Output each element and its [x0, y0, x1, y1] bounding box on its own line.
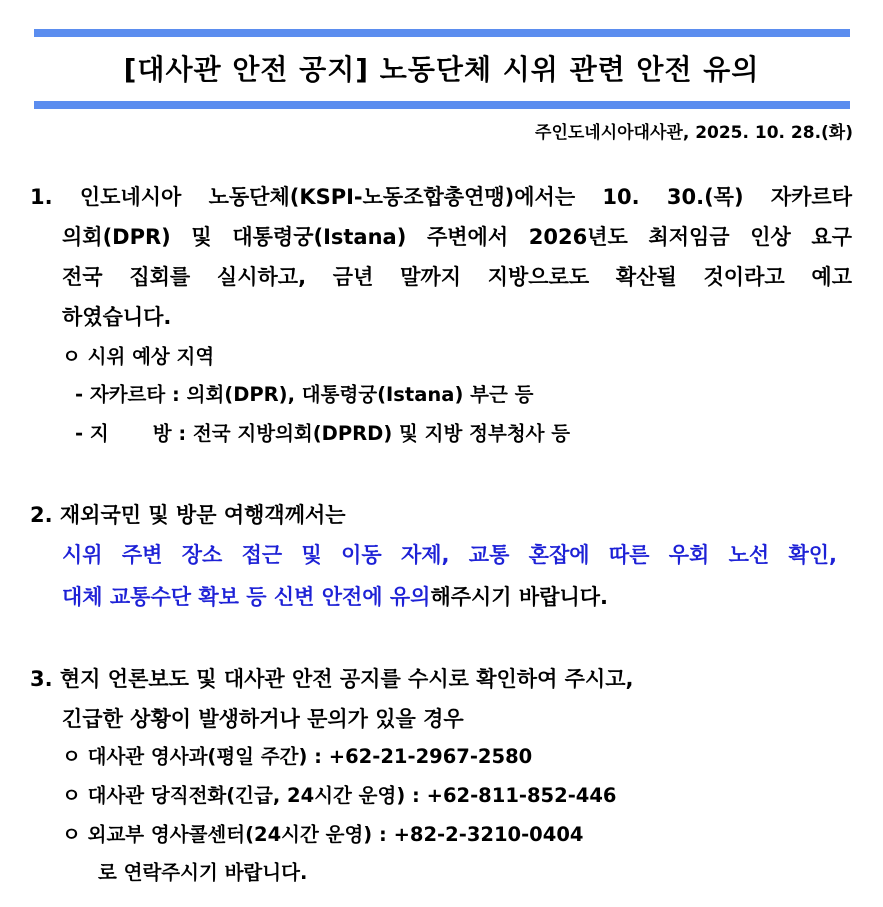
section1-item-jakarta: - 자카르타 : 의회(DPR), 대통령궁(Istana) 부근 등 [75, 383, 534, 406]
section1-item-regions [75, 419, 570, 449]
section2-highlight-text: 대체 교통수단 확보 등 신변 안전에 유의 [62, 585, 431, 609]
section1-bullet: ㅇ 시위 예상 지역 [62, 345, 215, 368]
section3-line2: 긴급한 상황이 발생하거나 문의가 있을 경우 [62, 707, 464, 731]
section3-line1: 3. 현지 언론보도 및 대사관 안전 공지를 수시로 확인하여 주시고, [30, 667, 634, 691]
section3-closing: 로 연락주시기 바랍니다. [98, 861, 308, 884]
contact-call-center: ㅇ 외교부 영사콜센터(24시간 운영) : +82-2-3210-0404 [62, 823, 584, 846]
notice-title: [대사관 안전 공지] 노동단체 시위 관련 안전 유의 [123, 53, 760, 86]
top-accent-bar [34, 29, 850, 37]
region-label-a: - 지 [75, 422, 109, 445]
section2-line3 [62, 582, 608, 612]
section1-line2: 의회(DPR) 및 대통령궁(Istana) 주변에서 2026년도 최저임금 인상 요구 [62, 225, 852, 249]
section1-line4: 하였습니다. [62, 305, 172, 329]
contact-consular: ㅇ 대사관 영사과(평일 주간) : +62-21-2967-2580 [62, 745, 533, 768]
section2-highlight-line: 시위 주변 장소 접근 및 이동 자제, 교통 혼잡에 따른 우회 노선 확인, [62, 543, 837, 567]
section2-closing-text: 해주시기 바랍니다. [430, 585, 609, 609]
region-label-b: 방 : 전국 지방의회(DPRD) 및 지방 정부청사 등 [152, 422, 571, 445]
section2-line1: 2. 재외국민 및 방문 여행객께서는 [30, 503, 346, 527]
section1-line3: 전국 집회를 실시하고, 금년 말까지 지방으로도 확산될 것이라고 예고 [62, 265, 852, 289]
contact-duty-phone: ㅇ 대사관 당직전화(긴급, 24시간 운영) : +62-811-852-446 [62, 784, 617, 807]
section1-line1: 1. 인도네시아 노동단체(KSPI-노동조합총연맹)에서는 10. 30.(목) 자카르타 [30, 185, 852, 209]
dateline: 주인도네시아대사관, 2025. 10. 28.(화) [535, 123, 853, 143]
bottom-accent-bar [34, 101, 850, 109]
